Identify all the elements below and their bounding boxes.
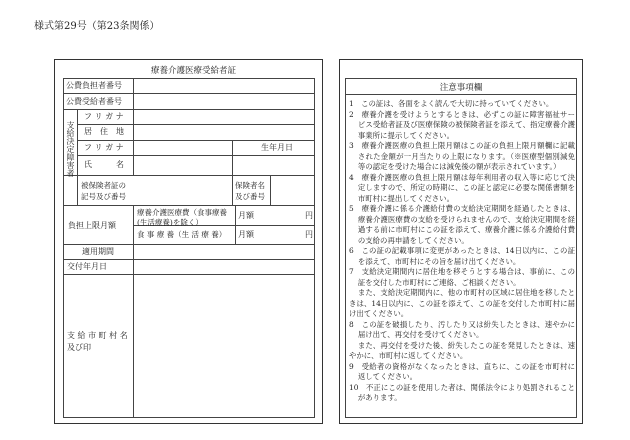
note-item: 1 この証は、各面をよく読んで大切に持っていてください。 (349, 99, 554, 108)
note-item: 8 この証を破損したり、汚したり又は紛失したときは、速やかに届け出て、再交付を受けてください。 (349, 319, 575, 339)
municipality-label: 支 給 市 町 村 名及び印 (67, 331, 128, 352)
name-label: 氏 名 (84, 160, 124, 169)
address-label: 居 住 地 (84, 127, 124, 136)
note-item: 3 療養介護医療の負担上限月額はこの証の負担上限月額欄に記載された金額が一月当たりの上限になります。（※医療型個別減免等の認定を受けた場合には減免後の額が表示されています。） (349, 141, 575, 171)
insured-card-label: 被保険者証の記号及び番号 (81, 181, 126, 201)
form-number-label: 様式第29号（第23条関係） (34, 21, 160, 32)
note-item: 6 この証の記載事項に変更があったときは、14日以内に、この証を添えて、市町村にその旨を届け出てください。 (349, 246, 575, 266)
note-item: 7 支給決定期間内に居住地を移そうとする場合は、事前に、この証を交付した市町村にご連絡、ご相談ください。 (349, 267, 575, 287)
birth-date-label: 生年月日 (261, 143, 293, 152)
note-item: 9 受給者の資格がなくなったときは、直ちに、この証を市町村に返してください。 (349, 361, 575, 381)
issue-date-label: 交付年月日 (67, 262, 107, 271)
medical-cost-monthly-label: 月額 (238, 211, 254, 220)
note-item: 10 不正にこの証を使用した者は、関係法令により処罰されることがあります。 (349, 382, 575, 402)
public-payer-number-label: 公費負担者番号 (66, 81, 122, 90)
note-item: また、支給決定期間内に、他の市町村の区域に居住地を移したときは、14日以内に、この証を添えて、この証を交付した市町村に届け出てください。 (349, 288, 575, 318)
burden-limit-label: 負担上限月額 (68, 221, 116, 230)
furigana-label-1: フ リ ガ ナ (84, 112, 124, 121)
note-item: また、再交付を受けた後、紛失したこの証を発見したときは、速やかに、市町村に返してください。 (349, 340, 575, 360)
note-item: 5 療養介護に係る介護給付費の支給決定期間を経過したときは、療養介護医療費の支給を受けられませんので、支給決定期間を経過する前に市町村にこの証を添えて、療養介護に係る介護給付費の支給の再申請をしてください。 (349, 204, 575, 245)
public-recipient-number-label: 公費受給者番号 (66, 97, 122, 106)
recipient-side-label: 支給決定障害者 (66, 121, 75, 177)
medical-cost-yen: 円 (305, 211, 313, 220)
certificate-title: 療養介護医療受給者証 (151, 66, 237, 76)
notes-title: 注意事項欄 (439, 83, 483, 93)
application-period-label: 適用期間 (82, 247, 114, 256)
meal-cost-monthly-label: 月額 (238, 230, 254, 239)
meal-cost-label: 食 事 療 養（生 活 療 養） (137, 230, 227, 239)
insurer-name-label: 保険者名及び番号 (235, 181, 265, 201)
notes-list (349, 99, 575, 404)
note-item: 4 療養介護医療の負担上限月額は毎年利用者の収入等に応じて決定しますので、所定の時期に、この証と認定に必要な関係書類を市町村に提出してください。 (349, 172, 575, 203)
note-item: 2 療養介護を受けようとするときは、必ずこの証に障害福祉サービス受給者証及び医療保険の被保険者証を添えて、指定療養介護事業所に提示してください。 (349, 109, 575, 140)
meal-cost-yen: 円 (305, 230, 313, 239)
medical-cost-label: 療養介護医療費（食事療養(生活療養)を除く） (137, 208, 227, 227)
furigana-label-2: フ リ ガ ナ (84, 143, 124, 152)
